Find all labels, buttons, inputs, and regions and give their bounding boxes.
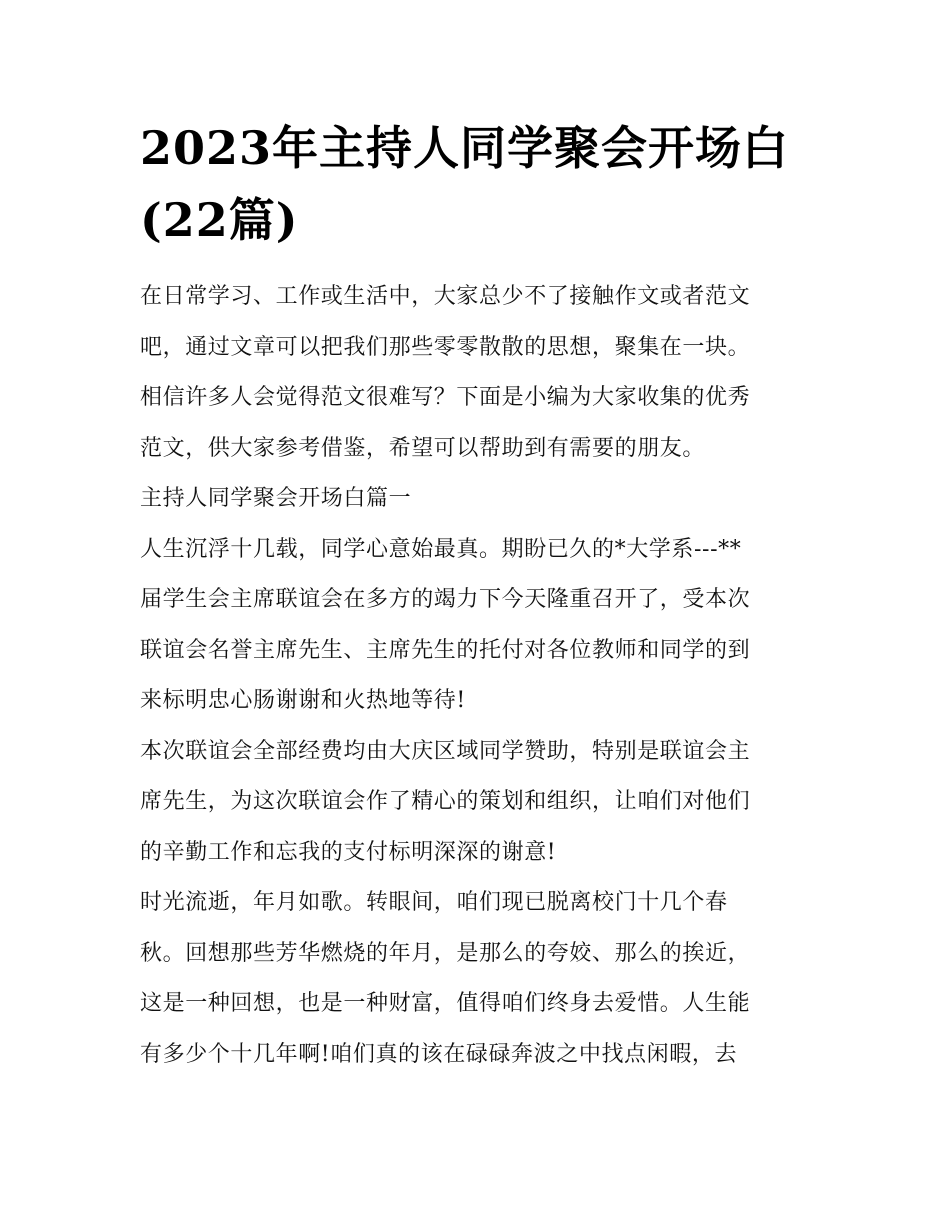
document-content [140,112,816,1080]
document-title [140,112,816,256]
section-heading: 主持人同学聚会开场白篇一 [140,486,412,511]
text-line: 有多少个十几年啊!咱们真的该在碌碌奔波之中找点闲暇，去 [140,1041,738,1067]
text-line: 本次联谊会全部经费均由大庆区域同学赞助，特别是联谊会主 [140,738,751,764]
title-line: (22篇) [140,193,299,247]
text-line: 来标明忠心肠谢谢和火热地等待! [140,688,466,713]
text-line: 联谊会名誉主席先生、主席先生的托付对各位教师和同学的到 [140,637,751,663]
text-line: 范文，供大家参考借鉴，希望可以帮助到有需要的朋友。 [140,435,706,461]
text-line: 时光流逝，年月如歌。转眼间，咱们现已脱离校门十几个春 [140,890,728,915]
text-line: 秋。回想那些芳华燃烧的年月，是那么的夸姣、那么的挨近， [140,940,751,966]
text-line: 在日常学习、工作或生活中，大家总少不了接触作文或者范文 [140,284,751,309]
text-line: 席先生，为这次联谊会作了精心的策划和组织，让咱们对他们 [140,789,751,814]
text-line: 相信许多人会觉得范文很难写？下面是小编为大家收集的优秀 [140,385,751,410]
text-line: 届学生会主席联谊会在多方的竭力下今天隆重召开了，受本次 [140,587,751,612]
text-line: 这是一种回想，也是一种财富，值得咱们终身去爱惜。人生能 [140,991,751,1016]
text-line: 的辛勤工作和忘我的支付标明深深的谢意! [140,839,557,865]
document-body [140,272,816,1080]
text-line: 人生沉浮十几载，同学心意始最真。期盼已久的*大学系---** [140,536,742,562]
title-line: 2023年主持人同学聚会开场白 [140,121,790,175]
text-line: 吧，通过文章可以把我们那些零零散散的思想，聚集在一块。 [140,334,751,360]
